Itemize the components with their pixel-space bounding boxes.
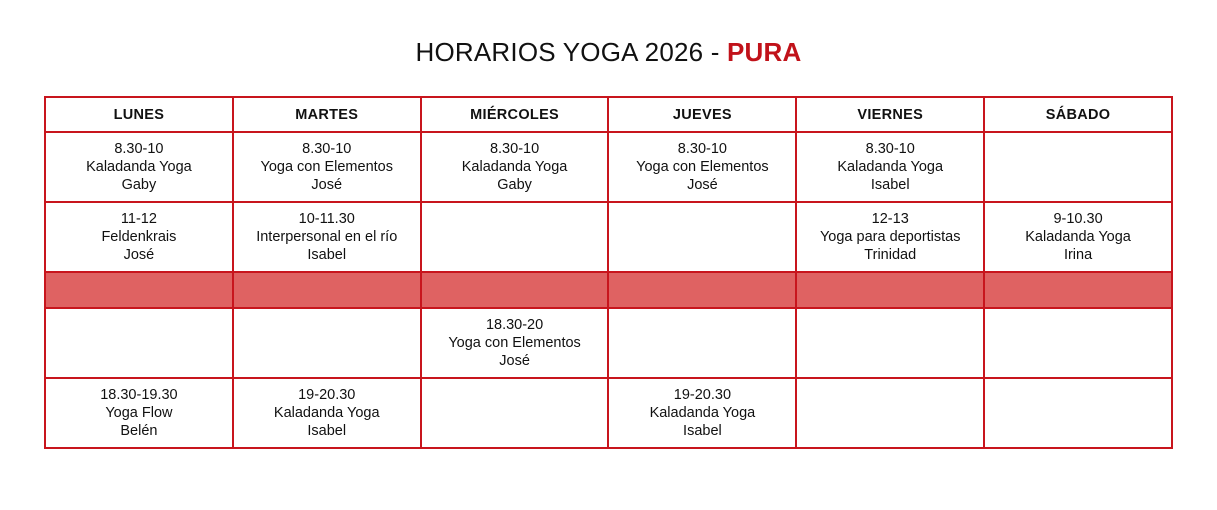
title-main: HORARIOS YOGA 2026 -	[415, 37, 728, 67]
empty-cell	[608, 202, 796, 272]
class-teacher: Isabel	[307, 247, 347, 263]
day-header: JUEVES	[608, 97, 796, 132]
class-teacher: José	[123, 247, 155, 263]
class-time: 8.30-10	[677, 141, 727, 157]
day-header: VIERNES	[796, 97, 984, 132]
class-cell	[45, 378, 233, 448]
day-header: LUNES	[45, 97, 233, 132]
break-cell	[233, 272, 421, 308]
class-teacher: Isabel	[307, 423, 347, 439]
class-time: 18.30-19.30	[100, 387, 178, 403]
class-cell	[608, 132, 796, 202]
class-time: 18.30-20	[485, 317, 544, 333]
title-accent: PURA	[727, 37, 802, 67]
day-header: MIÉRCOLES	[421, 97, 609, 132]
class-time: 19-20.30	[673, 387, 732, 403]
break-cell	[608, 272, 796, 308]
class-time: 11-12	[120, 211, 157, 227]
empty-cell	[45, 308, 233, 378]
empty-cell	[608, 308, 796, 378]
class-cell	[233, 132, 421, 202]
class-time: 8.30-10	[865, 141, 915, 157]
class-teacher: José	[499, 353, 530, 369]
class-cell	[421, 308, 609, 378]
class-teacher: Trinidad	[864, 247, 917, 263]
class-cell	[45, 132, 233, 202]
break-cell	[421, 272, 609, 308]
class-name: Feldenkrais	[101, 229, 177, 245]
class-cell	[233, 202, 421, 272]
day-header: MARTES	[233, 97, 421, 132]
class-name: Kaladanda Yoga	[461, 159, 568, 175]
header-row	[45, 97, 1172, 132]
class-time: 8.30-10	[302, 141, 352, 157]
break-row	[45, 272, 1172, 308]
class-cell	[984, 202, 1172, 272]
page-title	[0, 36, 1217, 68]
empty-cell	[984, 308, 1172, 378]
empty-cell	[233, 308, 421, 378]
class-cell	[45, 202, 233, 272]
class-cell	[796, 132, 984, 202]
day-header: SÁBADO	[984, 97, 1172, 132]
empty-cell	[421, 378, 609, 448]
empty-cell	[984, 378, 1172, 448]
class-teacher: José	[311, 177, 343, 193]
table-row	[45, 378, 1172, 448]
class-name: Kaladanda Yoga	[273, 405, 380, 421]
class-time: 9-10.30	[1053, 211, 1103, 227]
empty-cell	[421, 202, 609, 272]
class-time: 10-11.30	[298, 211, 355, 227]
empty-cell	[796, 378, 984, 448]
class-teacher: Isabel	[683, 423, 722, 439]
class-name: Kaladanda Yoga	[649, 405, 756, 421]
class-time: 8.30-10	[114, 141, 164, 157]
class-name: Yoga con Elementos	[448, 335, 581, 351]
class-time: 8.30-10	[489, 141, 540, 157]
table-row	[45, 202, 1172, 272]
break-cell	[984, 272, 1172, 308]
class-time: 12-13	[871, 211, 909, 227]
class-name: Kaladanda Yoga	[837, 159, 944, 175]
class-name: Kaladanda Yoga	[86, 159, 192, 175]
empty-cell	[796, 308, 984, 378]
table-row	[45, 132, 1172, 202]
class-name: Kaladanda Yoga	[1025, 229, 1131, 245]
class-cell	[233, 378, 421, 448]
table-row	[45, 308, 1172, 378]
class-name: Yoga con Elementos	[636, 159, 769, 175]
class-cell	[796, 202, 984, 272]
class-teacher: Gaby	[121, 177, 157, 193]
class-name: Interpersonal en el río	[256, 229, 398, 245]
break-cell	[45, 272, 233, 308]
class-teacher: José	[687, 177, 718, 193]
break-cell	[796, 272, 984, 308]
class-name: Yoga con Elementos	[260, 159, 393, 175]
class-teacher: Belén	[120, 423, 158, 439]
schedule-table	[44, 96, 1173, 449]
empty-cell	[984, 132, 1172, 202]
class-teacher: Isabel	[870, 177, 910, 193]
class-name: Yoga Flow	[105, 405, 173, 421]
class-time: 19-20.30	[298, 387, 356, 403]
class-cell	[421, 132, 609, 202]
class-teacher: Irina	[1063, 247, 1093, 263]
class-teacher: Gaby	[497, 177, 532, 193]
class-name: Yoga para deportistas	[819, 229, 961, 245]
class-cell	[608, 378, 796, 448]
